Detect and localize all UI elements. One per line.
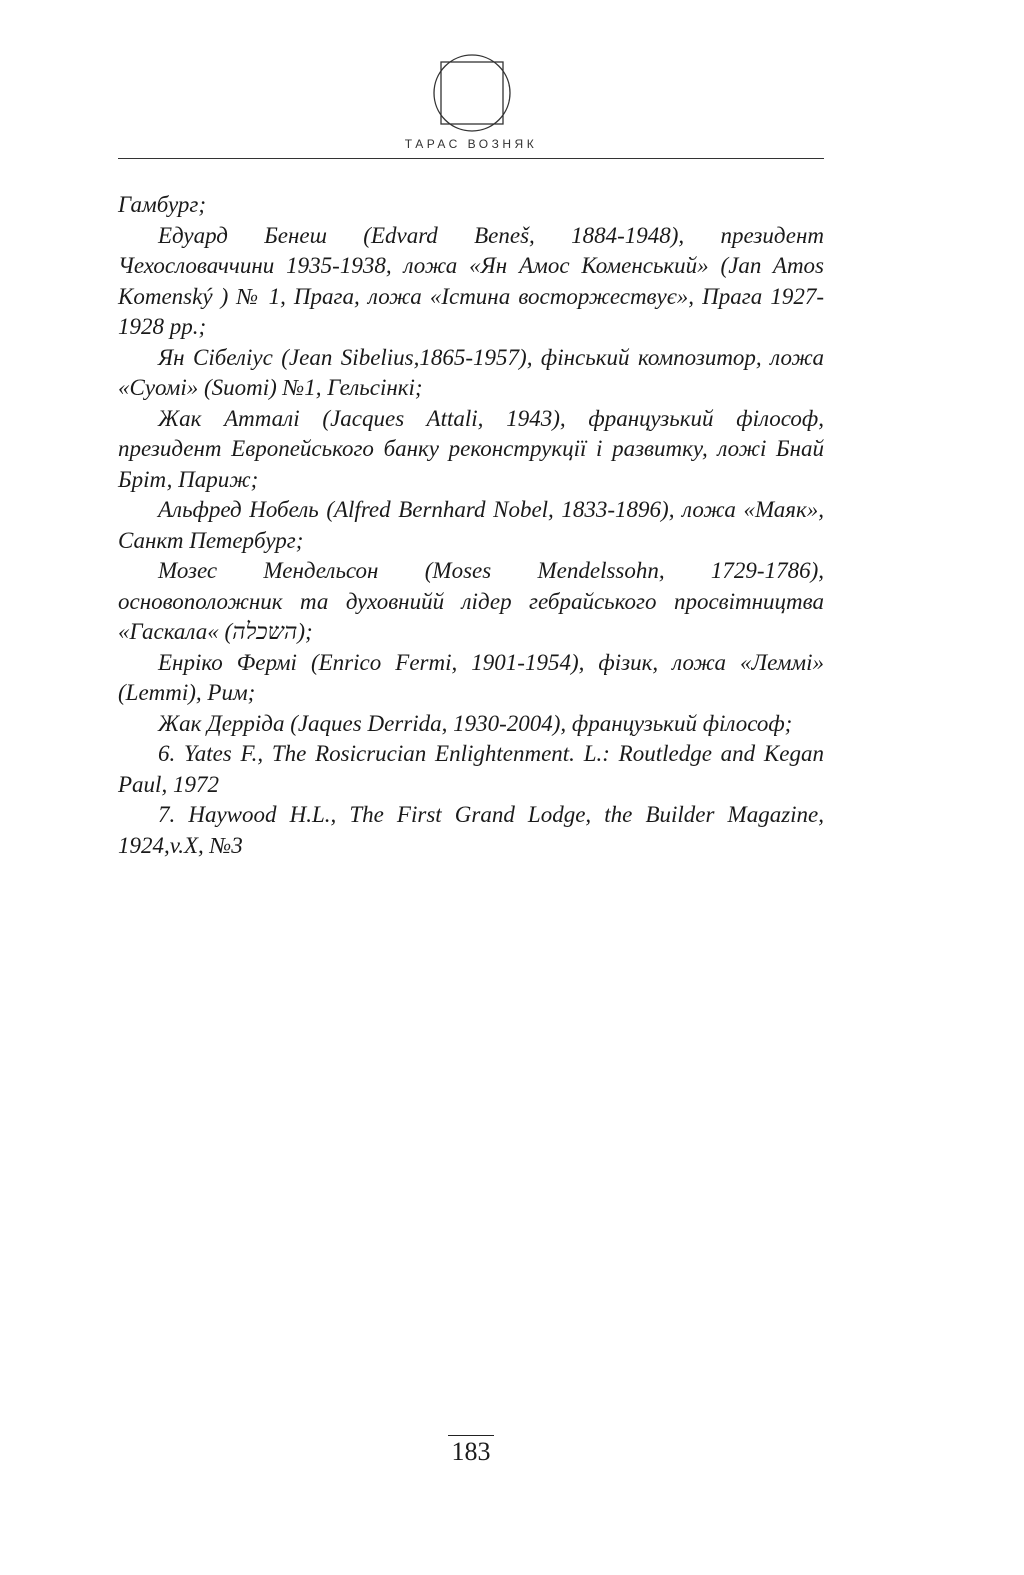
body-text (118, 190, 824, 861)
header-rule (118, 158, 824, 159)
paragraph: Едуард Бенеш (Edvard Beneš, 1884-1948), президент Чехословаччини 1935-1938, ложа «Ян Амос Коменський» (Jan Amos Komenský ) № 1, Прага, ложа «Істина восторжествує», Прага 1927-1928 рр.; (118, 222, 824, 339)
paragraph: Жак Дерріда (Jaques Derrida, 1930-2004), французький філософ; (158, 710, 793, 736)
running-head: ТАРАС ВОЗНЯК (404, 137, 538, 151)
paragraph: Енріко Фермі (Enrico Fermi, 1901-1954), фізик, ложа «Леммі» (Lemmi), Рим; (118, 649, 824, 705)
paragraph: Гамбург; (118, 192, 206, 217)
paragraph: Ян Сібеліус (Jean Sibelius,1865-1957), фінський композитор, ложа «Суомі» (Suomi) №1, Гельсінкі; (118, 344, 824, 400)
reference-entry: 7. Haywood H.L., The First Grand Lodge, the Builder Magazine, 1924,v.X, №3 (118, 802, 824, 858)
paragraph: Альфред Нобель (Alfred Bernhard Nobel, 1833-1896), ложа «Маяк», Санкт Петербург; (118, 497, 824, 553)
page-number: 183 (448, 1435, 494, 1467)
paragraph: Мозес Мендельсон (Moses Mendelssohn, 1729-1786), основоположник та духовнийй лідер гебрайського просвітництва «Гаскала« (השכלה); (118, 558, 824, 644)
paragraph: Жак Атталі (Jacques Attali, 1943), французький філософ, президент Европейського банку реконструкції і развитку, ложі Бнай Бріт, Париж; (118, 405, 824, 492)
reference-entry: 6. Yates F., The Rosicrucian Enlightenment. L.: Routledge and Kegan Paul, 1972 (118, 741, 824, 797)
header-emblem-icon (429, 50, 515, 136)
